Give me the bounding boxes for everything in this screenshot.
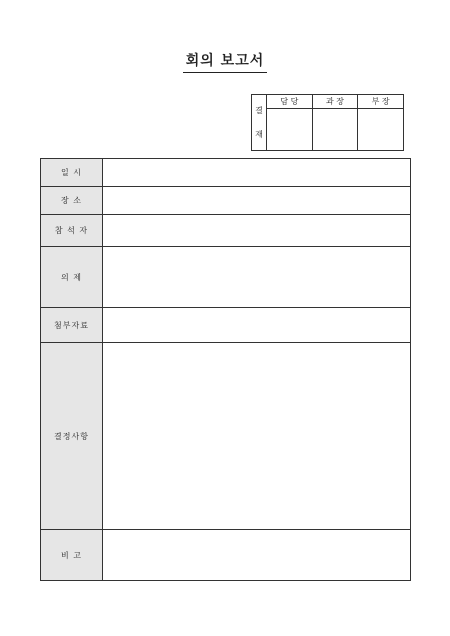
- meeting-report-form: [40, 158, 411, 581]
- form-field-datetime[interactable]: [103, 159, 411, 187]
- approval-header-director: 부 장: [358, 95, 404, 109]
- form-label-attachments: 첨부자료: [41, 308, 103, 343]
- form-field-agenda[interactable]: [103, 247, 411, 308]
- approval-sign-manager[interactable]: [312, 109, 358, 151]
- form-row-datetime: [41, 159, 411, 187]
- approval-header-staff: 담 당: [267, 95, 313, 109]
- form-field-decisions[interactable]: [103, 343, 411, 530]
- form-field-location[interactable]: [103, 187, 411, 215]
- form-row-decisions: [41, 343, 411, 530]
- approval-side-label-bottom: 재: [255, 129, 263, 139]
- approval-sign-director[interactable]: [358, 109, 404, 151]
- approval-box: [251, 94, 404, 151]
- approval-side-label-top: 결: [255, 105, 263, 115]
- form-row-agenda: [41, 247, 411, 308]
- form-field-attachments[interactable]: [103, 308, 411, 343]
- form-row-attachments: [41, 308, 411, 343]
- form-row-location: [41, 187, 411, 215]
- approval-header-manager: 과 장: [312, 95, 358, 109]
- document-title: [0, 50, 450, 73]
- form-label-agenda: 의 제: [41, 247, 103, 308]
- document-title-text: 회의 보고서: [183, 50, 268, 73]
- approval-sign-staff[interactable]: [267, 109, 313, 151]
- form-row-remarks: [41, 530, 411, 581]
- approval-side-label: [252, 95, 267, 151]
- form-label-location: 장 소: [41, 187, 103, 215]
- form-field-attendees[interactable]: [103, 215, 411, 247]
- form-label-decisions: 결정사항: [41, 343, 103, 530]
- form-label-remarks: 비 고: [41, 530, 103, 581]
- form-label-datetime: 일 시: [41, 159, 103, 187]
- form-label-attendees: 참 석 자: [41, 215, 103, 247]
- form-row-attendees: [41, 215, 411, 247]
- form-field-remarks[interactable]: [103, 530, 411, 581]
